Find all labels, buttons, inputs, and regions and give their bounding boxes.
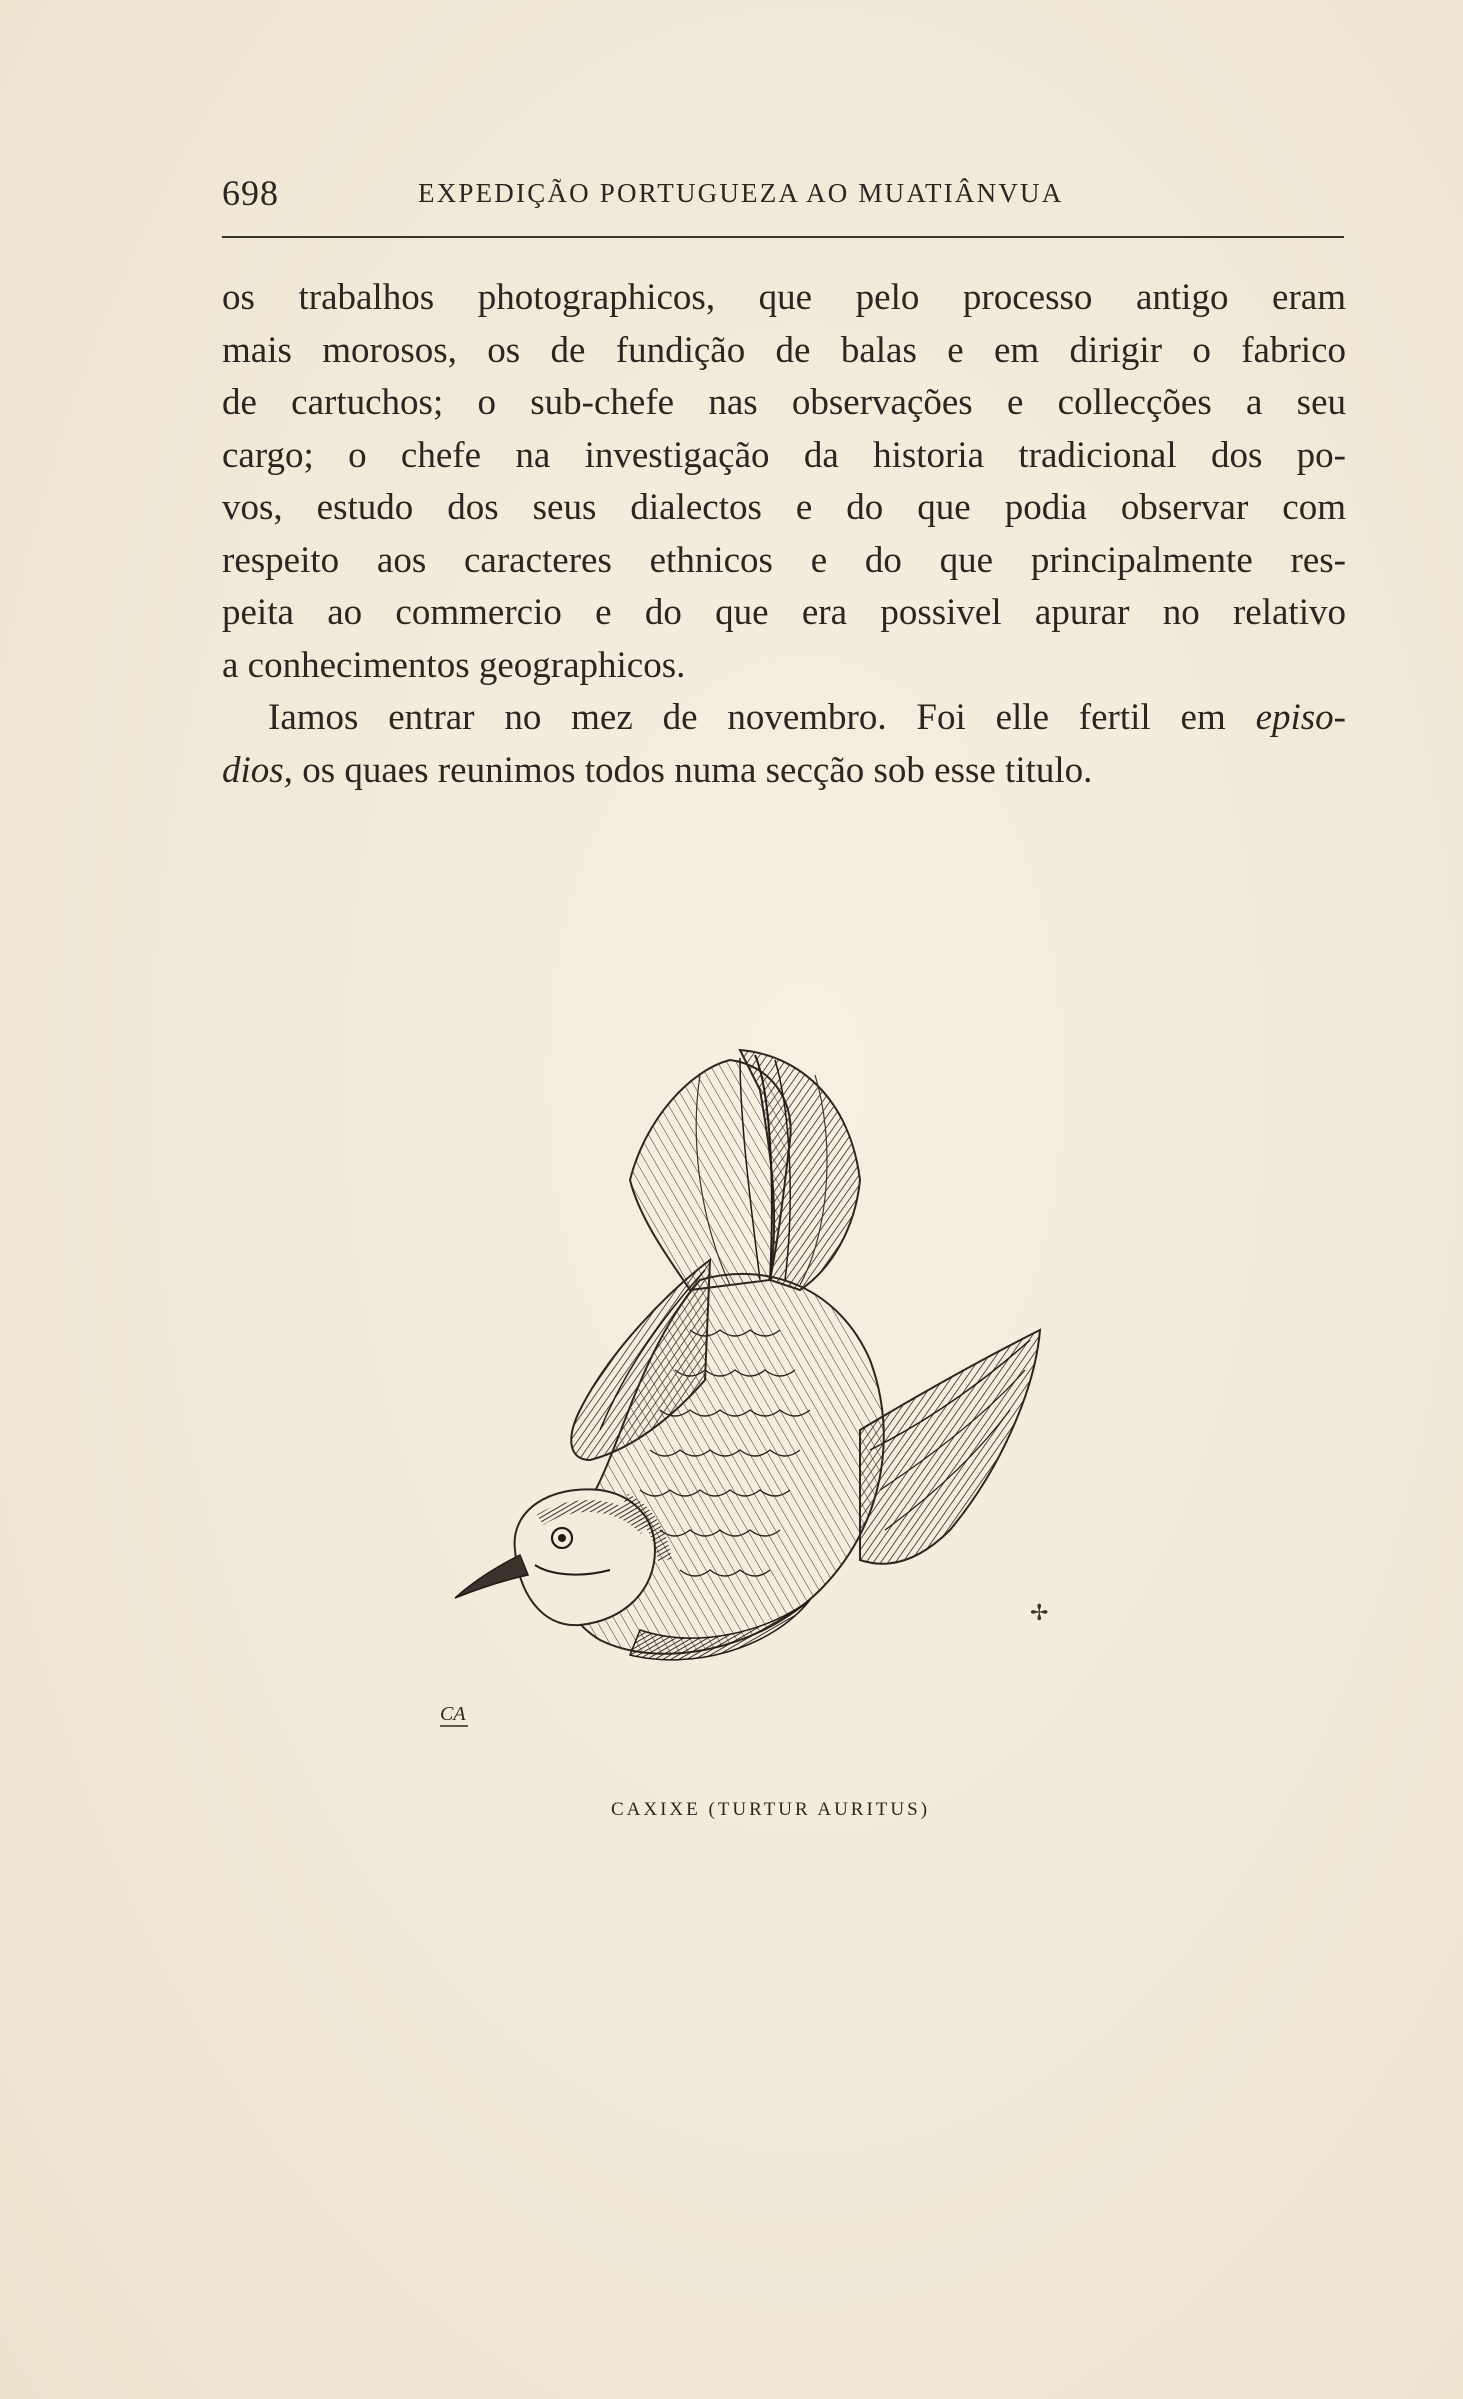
text-line: respeito aos caracteres ethnicos e do que principalmente res- xyxy=(222,539,1346,581)
engraver-mark: ✢ xyxy=(1030,1601,1049,1626)
dove-engraving xyxy=(440,1030,1120,1770)
text-line: vos, estudo dos seus dialectos e do que podia observar com xyxy=(222,487,1346,528)
caption-text: CAXIXE (TURTUR AURITUS) xyxy=(610,1799,931,1820)
italic-run: dios, xyxy=(222,749,293,791)
text-line: cargo; o chefe na investigação da historia tradicional dos po- xyxy=(222,434,1346,476)
text-run: Iamos entrar no mez de novembro. Foi elle fertil em xyxy=(268,697,1256,738)
text-line: peita ao commercio e do que era possivel apurar no relativo xyxy=(222,592,1346,633)
page-number: 698 xyxy=(222,173,279,213)
text-line: os trabalhos photographicos, que pelo processo antigo eram xyxy=(222,277,1346,318)
tail-feathers xyxy=(630,1050,860,1290)
right-wing xyxy=(860,1330,1040,1564)
text-line: de cartuchos; o sub-chefe nas observações e collecções a seu xyxy=(222,382,1346,423)
figure-caption xyxy=(0,1799,1463,1821)
running-title: EXPEDIÇÃO PORTUGUEZA AO MUATIÂNVUA xyxy=(418,178,1064,208)
text-line: mais morosos, os de fundição de balas e em dirigir o fabrico xyxy=(222,329,1346,371)
text-run: os quaes reunimos todos numa secção sob esse titulo. xyxy=(292,749,1093,791)
italic-run: episo- xyxy=(1255,697,1346,738)
paragraph2-line1 xyxy=(222,692,1346,745)
artist-monogram: CA xyxy=(440,1703,466,1725)
body-text xyxy=(222,272,1346,797)
page-header xyxy=(222,172,1344,222)
text-line: a conhecimentos geographicos. xyxy=(222,644,686,686)
paragraph2-line2 xyxy=(222,745,1346,798)
header-rule xyxy=(222,236,1344,238)
